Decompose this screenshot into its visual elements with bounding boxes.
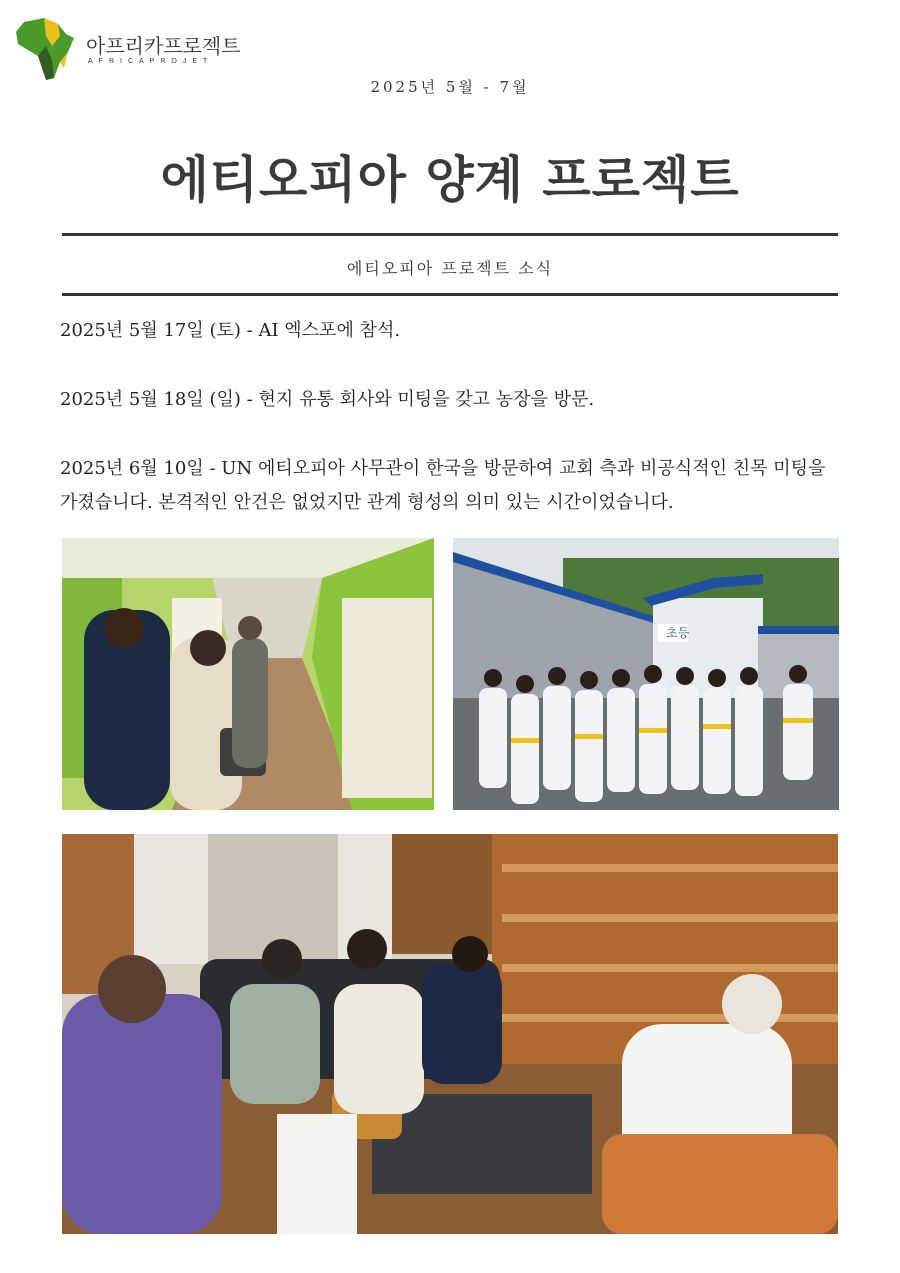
africa-logo-icon [14, 16, 78, 82]
brand-tagline: AFRICAPROJET [88, 58, 214, 65]
bottom-divider [62, 293, 838, 296]
photo-hallway-visit [62, 538, 434, 810]
news-entry-1: 2025년 5월 17일 (토) - AI 엑스포에 참석. [60, 320, 401, 341]
period-date: 2025년 5월 - 7월 [370, 78, 530, 96]
section-subtitle: 에티오피아 프로젝트 소식 [346, 259, 554, 278]
photo-group-taekwondo [453, 538, 839, 810]
brand-name: 아프리카프로젝트 [86, 34, 241, 58]
news-entry-3: 2025년 6월 10일 - UN 에티오피아 사무관이 한국을 방문하여 교회 측과 비공식적인 친목 미팅을 가졌습니다. 본격적인 안건은 없었지만 관계 형성의 의미 있는 시간이었습니다. [60, 458, 826, 513]
school-sign: 초등 [666, 626, 690, 640]
top-divider [62, 233, 838, 236]
news-entry-2: 2025년 5월 18일 (일) - 현지 유통 회사와 미팅을 갖고 농장을 방문. [60, 389, 595, 410]
page-title: 에티오피아 양계 프로젝트 [160, 151, 740, 209]
photo-meeting-room [62, 834, 838, 1234]
